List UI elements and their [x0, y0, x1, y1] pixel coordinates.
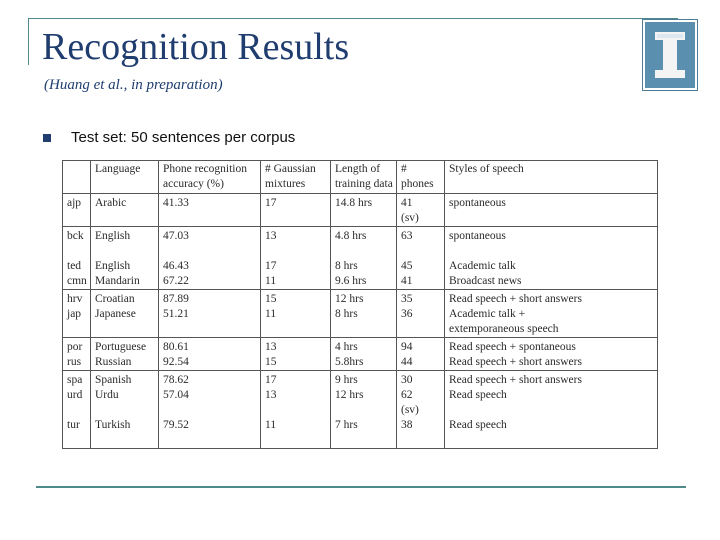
- table-cell-phones: [397, 433, 445, 449]
- table-cell-gaussians: 13: [261, 338, 331, 356]
- table-cell-phones: [397, 244, 445, 259]
- table-cell-gaussians: 13: [261, 227, 331, 245]
- table-cell-style: Broadcast news: [445, 274, 658, 290]
- table-header: [63, 161, 658, 194]
- top-rule: [28, 18, 678, 19]
- table-cell-code: [63, 211, 91, 227]
- header-gaussians: # Gaussian mixtures: [261, 161, 331, 194]
- table-cell-phones: 44: [397, 355, 445, 371]
- table-cell-gaussians: 15: [261, 355, 331, 371]
- table-row-group: [63, 338, 658, 371]
- table-cell-code: [63, 244, 91, 259]
- table-cell-style: Read speech + short answers: [445, 355, 658, 371]
- table-row: [63, 211, 658, 227]
- table-cell-language: Arabic: [91, 194, 159, 212]
- table-cell-language: [91, 244, 159, 259]
- table-cell-phones: (sv): [397, 211, 445, 227]
- table-cell-code: [63, 322, 91, 338]
- table-cell-gaussians: [261, 244, 331, 259]
- table-cell-style: [445, 211, 658, 227]
- table-cell-length: 9 hrs: [331, 371, 397, 389]
- table-cell-length: [331, 244, 397, 259]
- table-cell-accuracy: [159, 244, 261, 259]
- table-cell-gaussians: 11: [261, 307, 331, 322]
- table-row: [63, 307, 658, 322]
- table-row: [63, 355, 658, 371]
- table-cell-length: [331, 403, 397, 418]
- university-logo: [643, 20, 697, 90]
- table-cell-accuracy: 92.54: [159, 355, 261, 371]
- table-cell-code: hrv: [63, 290, 91, 308]
- table-cell-gaussians: 11: [261, 418, 331, 433]
- table-row: [63, 227, 658, 245]
- slide-subtitle: (Huang et al., in preparation): [44, 77, 223, 93]
- table-cell-style: spontaneous: [445, 194, 658, 212]
- table-cell-phones: [397, 322, 445, 338]
- table-cell-language: Portuguese: [91, 338, 159, 356]
- table-cell-phones: 30: [397, 371, 445, 389]
- table-cell-phones: 38: [397, 418, 445, 433]
- table-cell-length: [331, 322, 397, 338]
- table-row: [63, 371, 658, 389]
- table-cell-code: ajp: [63, 194, 91, 212]
- table-row: [63, 338, 658, 356]
- table-cell-code: urd: [63, 388, 91, 403]
- slide-title: Recognition Results: [42, 26, 350, 68]
- table-cell-phones: 35: [397, 290, 445, 308]
- table-cell-code: [63, 433, 91, 449]
- table-cell-code: jap: [63, 307, 91, 322]
- table-cell-length: 8 hrs: [331, 259, 397, 274]
- table-cell-code: spa: [63, 371, 91, 389]
- table-row: [63, 194, 658, 212]
- table-cell-language: [91, 433, 159, 449]
- table-cell-accuracy: 78.62: [159, 371, 261, 389]
- table-cell-gaussians: 11: [261, 274, 331, 290]
- table-cell-style: [445, 403, 658, 418]
- table-cell-phones: 36: [397, 307, 445, 322]
- table-cell-gaussians: 17: [261, 259, 331, 274]
- table-cell-language: [91, 211, 159, 227]
- table-cell-accuracy: [159, 433, 261, 449]
- table-row: [63, 274, 658, 290]
- table-cell-style: [445, 244, 658, 259]
- table-cell-language: Croatian: [91, 290, 159, 308]
- square-bullet-icon: [43, 134, 51, 142]
- table-row: [63, 290, 658, 308]
- table-cell-phones: 41: [397, 194, 445, 212]
- table-cell-phones: 45: [397, 259, 445, 274]
- table-cell-phones: 62: [397, 388, 445, 403]
- header-styles: Styles of speech: [445, 161, 658, 194]
- table-cell-length: 8 hrs: [331, 307, 397, 322]
- table-cell-gaussians: 17: [261, 194, 331, 212]
- table-cell-phones: 41: [397, 274, 445, 290]
- table-cell-gaussians: [261, 322, 331, 338]
- table-cell-length: 4 hrs: [331, 338, 397, 356]
- table-cell-code: tur: [63, 418, 91, 433]
- left-rule: [28, 18, 29, 65]
- table-cell-code: rus: [63, 355, 91, 371]
- bullet-item: [43, 129, 295, 146]
- table-cell-gaussians: [261, 433, 331, 449]
- header-length: Length of training data: [331, 161, 397, 194]
- table-row-group: [63, 290, 658, 338]
- table-row: [63, 388, 658, 403]
- table-cell-gaussians: [261, 211, 331, 227]
- header-phones: # phones: [397, 161, 445, 194]
- table-cell-style: [445, 433, 658, 449]
- table-cell-language: Urdu: [91, 388, 159, 403]
- table-cell-length: 12 hrs: [331, 290, 397, 308]
- block-i-icon: [645, 22, 695, 88]
- table-cell-phones: 94: [397, 338, 445, 356]
- table-row: [63, 259, 658, 274]
- table-cell-gaussians: [261, 403, 331, 418]
- table-cell-language: Spanish: [91, 371, 159, 389]
- table-cell-gaussians: 17: [261, 371, 331, 389]
- table-cell-code: por: [63, 338, 91, 356]
- table-row: [63, 403, 658, 418]
- table-cell-style: Read speech + short answers: [445, 290, 658, 308]
- table-cell-accuracy: 80.61: [159, 338, 261, 356]
- table-cell-accuracy: 79.52: [159, 418, 261, 433]
- table-cell-accuracy: 87.89: [159, 290, 261, 308]
- table-cell-length: 9.6 hrs: [331, 274, 397, 290]
- table-cell-language: English: [91, 227, 159, 245]
- table-row: [63, 244, 658, 259]
- table-row-group: [63, 194, 658, 227]
- table-cell-code: bck: [63, 227, 91, 245]
- table-cell-style: Read speech + spontaneous: [445, 338, 658, 356]
- table-cell-style: Academic talk +: [445, 307, 658, 322]
- table-cell-style: spontaneous: [445, 227, 658, 245]
- table-cell-length: 4.8 hrs: [331, 227, 397, 245]
- bottom-rule: [36, 486, 686, 488]
- table-cell-gaussians: 15: [261, 290, 331, 308]
- table-cell-length: 5.8hrs: [331, 355, 397, 371]
- table-row-group: [63, 227, 658, 290]
- table-cell-style: Read speech: [445, 418, 658, 433]
- table-cell-accuracy: 41.33: [159, 194, 261, 212]
- table-row-group: [63, 371, 658, 449]
- header-language: Language: [91, 161, 159, 194]
- table-cell-code: cmn: [63, 274, 91, 290]
- table-row: [63, 418, 658, 433]
- table-cell-accuracy: 51.21: [159, 307, 261, 322]
- table-cell-style: Read speech: [445, 388, 658, 403]
- table-cell-phones: 63: [397, 227, 445, 245]
- table-cell-accuracy: 57.04: [159, 388, 261, 403]
- table-cell-accuracy: [159, 403, 261, 418]
- bullet-text: Test set: 50 sentences per corpus: [71, 129, 296, 146]
- table-cell-gaussians: 13: [261, 388, 331, 403]
- table-cell-language: Japanese: [91, 307, 159, 322]
- table-cell-length: 14.8 hrs: [331, 194, 397, 212]
- table-cell-language: [91, 322, 159, 338]
- table-cell-style: Read speech + short answers: [445, 371, 658, 389]
- table-cell-phones: (sv): [397, 403, 445, 418]
- table-cell-accuracy: 46.43: [159, 259, 261, 274]
- table-cell-language: English: [91, 259, 159, 274]
- table-cell-language: Turkish: [91, 418, 159, 433]
- table-cell-code: ted: [63, 259, 91, 274]
- table-cell-accuracy: 67.22: [159, 274, 261, 290]
- table-cell-length: [331, 211, 397, 227]
- table-cell-length: [331, 433, 397, 449]
- table-cell-accuracy: [159, 211, 261, 227]
- table-cell-accuracy: 47.03: [159, 227, 261, 245]
- table-cell-accuracy: [159, 322, 261, 338]
- table-cell-code: [63, 403, 91, 418]
- table-cell-language: Mandarin: [91, 274, 159, 290]
- table-cell-style: Academic talk: [445, 259, 658, 274]
- table-cell-length: 7 hrs: [331, 418, 397, 433]
- table-cell-style: extemporaneous speech: [445, 322, 658, 338]
- header-code: [63, 161, 91, 194]
- table-cell-language: Russian: [91, 355, 159, 371]
- table-row: [63, 322, 658, 338]
- results-table: [62, 160, 658, 449]
- table-cell-length: 12 hrs: [331, 388, 397, 403]
- table-row: [63, 433, 658, 449]
- table-cell-language: [91, 403, 159, 418]
- header-accuracy: Phone recognition accuracy (%): [159, 161, 261, 194]
